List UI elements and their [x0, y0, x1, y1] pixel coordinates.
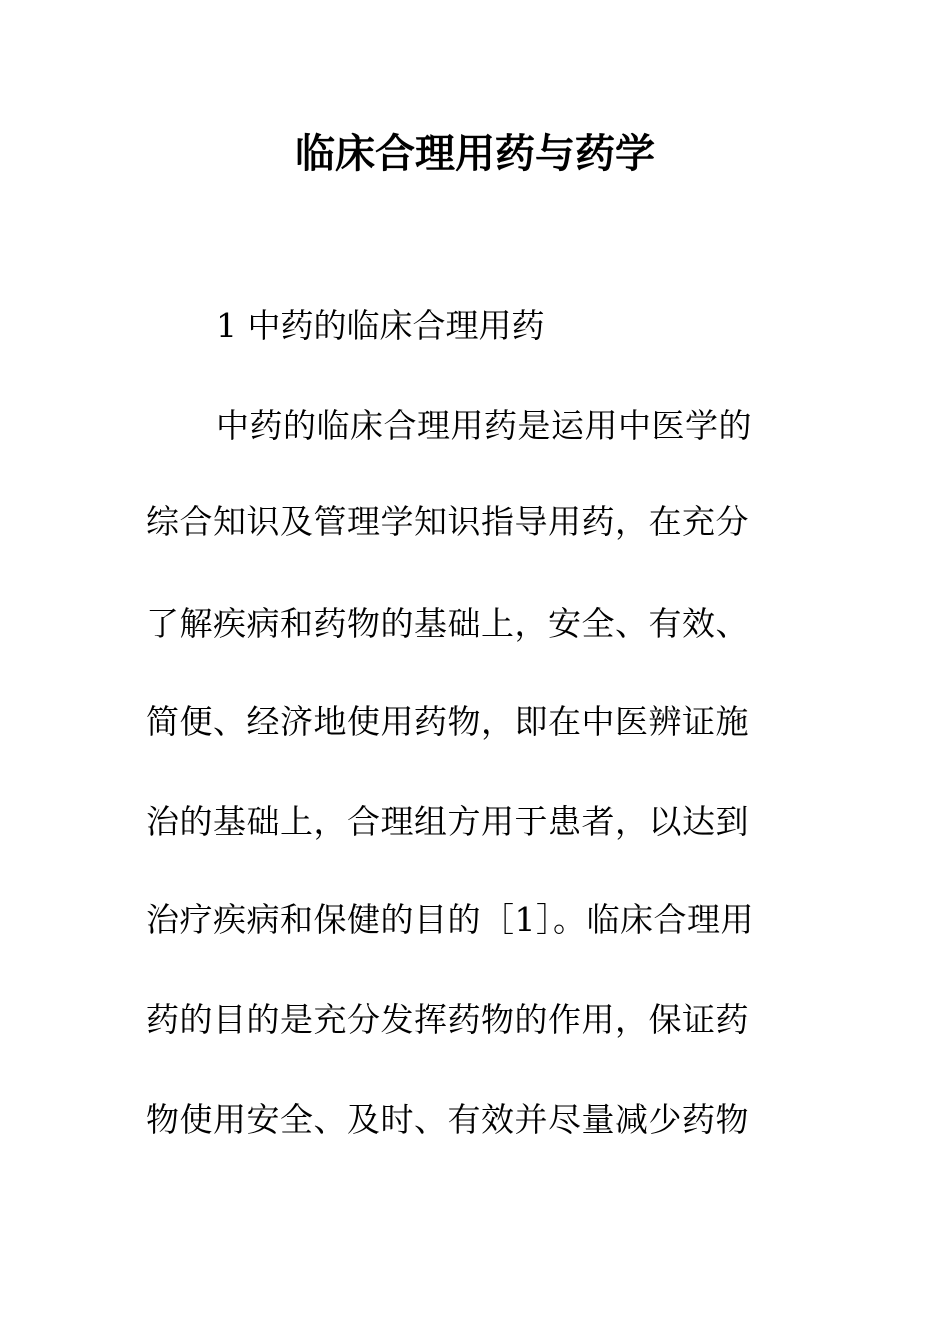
document-title: 临床合理用药与药学: [295, 130, 655, 177]
paragraph-line: 简便、经济地使用药物，即在中医辨证施: [146, 702, 749, 741]
paragraph-line: 中药的临床合理用药是运用中医学的: [216, 406, 752, 445]
paragraph-line: 治的基础上，合理组方用于患者，以达到: [146, 802, 749, 841]
paragraph-line: 了解疾病和药物的基础上，安全、有效、: [146, 604, 749, 643]
section-heading: 1 中药的临床合理用药: [216, 306, 545, 345]
paragraph-line: 物使用安全、及时、有效并尽量减少药物: [146, 1100, 749, 1139]
paragraph-line: 综合知识及管理学知识指导用药，在充分: [146, 502, 749, 541]
paragraph-line: 药的目的是充分发挥药物的作用，保证药: [146, 1000, 749, 1039]
paragraph-line: 治疗疾病和保健的目的［1］。临床合理用: [146, 900, 754, 939]
